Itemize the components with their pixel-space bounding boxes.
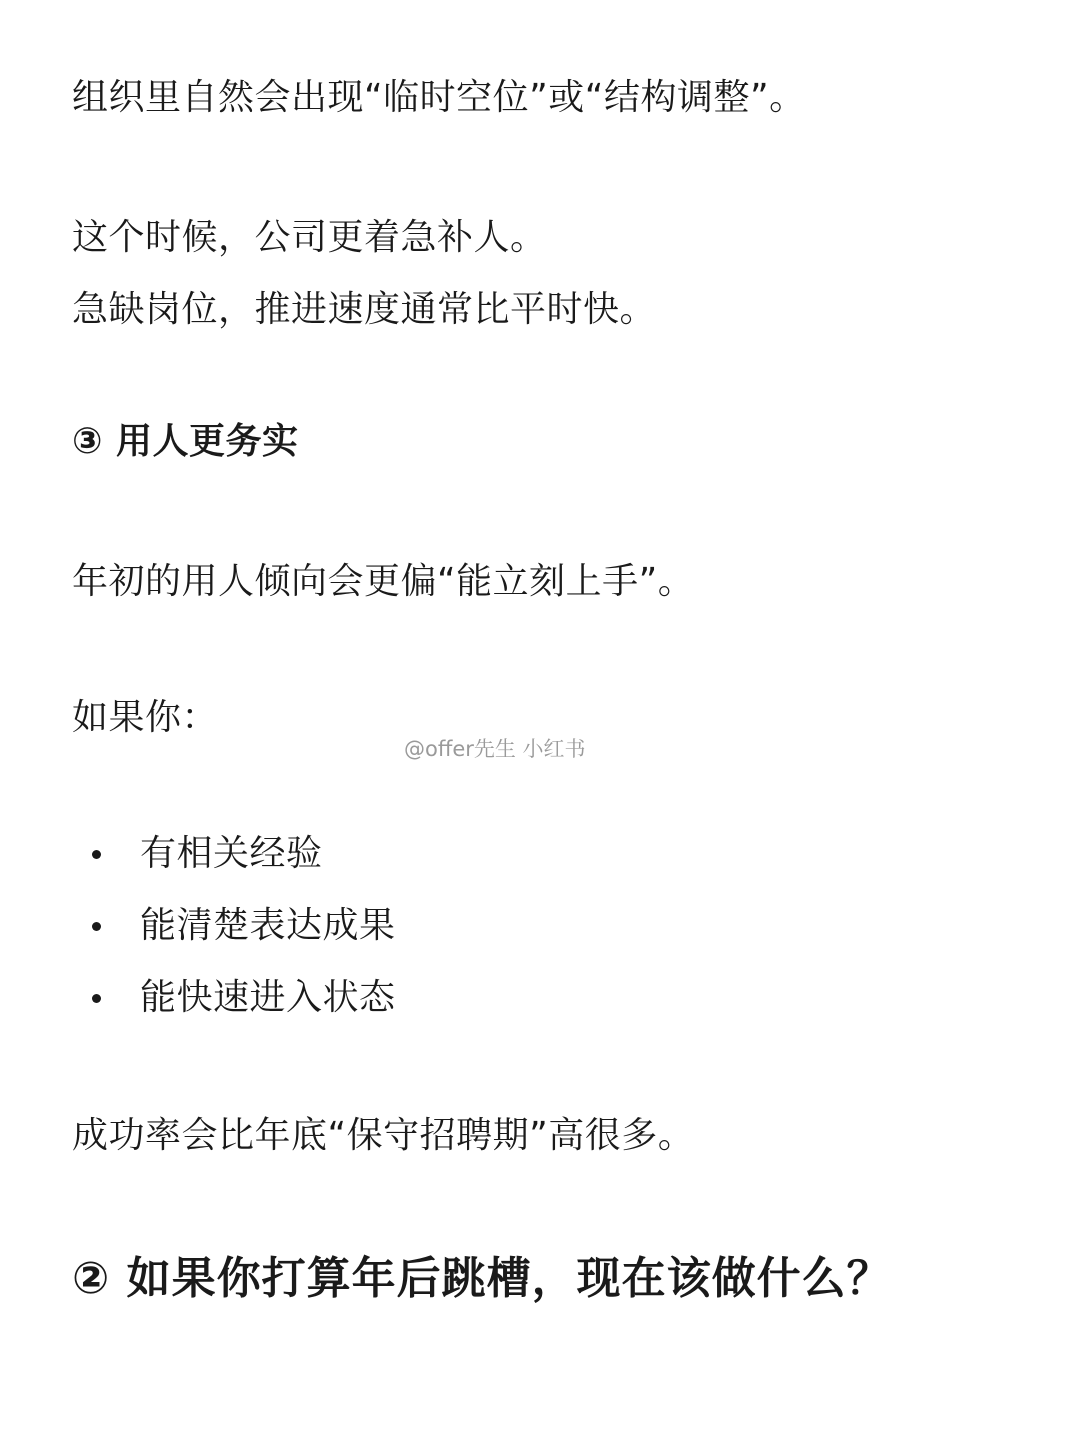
section-heading: ② 如果你打算年后跳槽，现在该做什么？ (72, 1253, 892, 1304)
list-item-text: 能快速进入状态 (140, 977, 396, 1018)
paragraph: 急缺岗位，推进速度通常比平时快。 (72, 289, 657, 330)
paragraph: 这个时候，公司更着急补人。 (72, 217, 547, 258)
paragraph: 组织里自然会出现“临时空位”或“结构调整”。 (72, 77, 806, 118)
bullet-dot-icon (92, 850, 101, 859)
paragraph: 成功率会比年底“保守招聘期”高很多。 (72, 1115, 695, 1156)
paragraph: 年初的用人倾向会更偏“能立刻上手”。 (72, 561, 695, 602)
watermark-text: @offer先生 小红书 (404, 737, 586, 761)
list-item-text: 能清楚表达成果 (140, 905, 396, 946)
bullet-dot-icon (92, 922, 101, 931)
list-item-text: 有相关经验 (140, 833, 323, 874)
subheading: ③ 用人更务实 (72, 421, 299, 462)
paragraph: 如果你： (72, 697, 219, 738)
bullet-dot-icon (92, 994, 101, 1003)
